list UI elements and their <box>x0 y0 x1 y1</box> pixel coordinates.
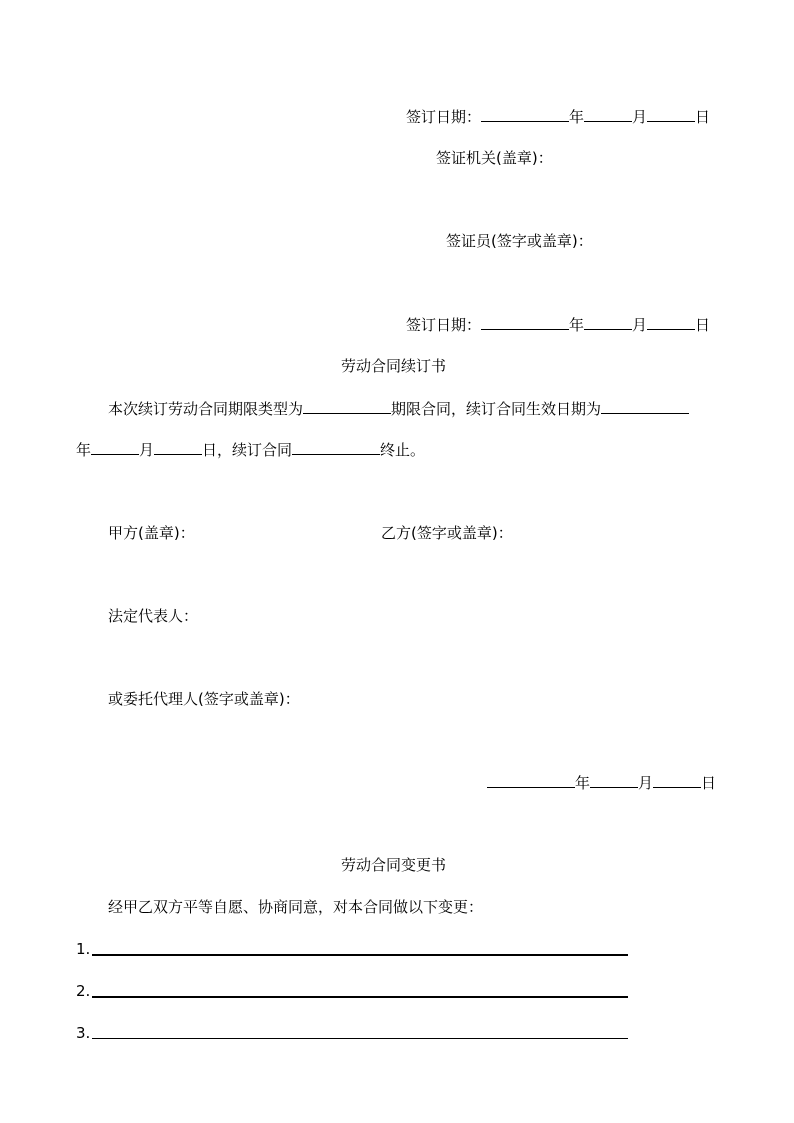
end-date-blank[interactable] <box>292 438 380 455</box>
renewal-text-line-1 <box>108 397 689 419</box>
month-unit: 月 <box>139 441 155 459</box>
change-intro: 经甲乙双方平等自愿、协商同意，对本合同做以下变更： <box>108 898 484 916</box>
signing-date-label: 签订日期： <box>406 316 482 334</box>
year-unit: 年 <box>575 774 591 792</box>
month-unit: 月 <box>638 774 654 792</box>
renewal-text-part3: 日，续订合同 <box>202 441 293 459</box>
day-blank[interactable] <box>653 771 701 788</box>
signing-date-label: 签订日期： <box>406 108 482 126</box>
effective-day-blank[interactable] <box>154 438 202 455</box>
effective-year-blank[interactable] <box>601 397 689 414</box>
day-unit: 日 <box>695 108 711 126</box>
effective-month-blank[interactable] <box>91 438 139 455</box>
year-unit: 年 <box>76 441 92 459</box>
party-a-label: 甲方(盖章)： <box>108 524 195 542</box>
year-unit: 年 <box>569 316 585 334</box>
change-title: 劳动合同变更书 <box>341 856 447 874</box>
change-item-1-number: 1. <box>76 940 91 958</box>
change-item-3-number: 3. <box>76 1024 91 1042</box>
signature-date-line <box>487 771 716 793</box>
change-item-1-line[interactable] <box>92 954 628 956</box>
month-unit: 月 <box>632 316 648 334</box>
agent-label: 或委托代理人(签字或盖章)： <box>108 690 300 708</box>
renewal-text-line-2 <box>76 438 425 460</box>
year-blank[interactable] <box>481 105 569 122</box>
month-blank[interactable] <box>584 313 632 330</box>
year-unit: 年 <box>569 108 585 126</box>
party-b-label: 乙方(签字或盖章)： <box>381 524 513 542</box>
day-unit: 日 <box>701 774 717 792</box>
year-blank[interactable] <box>487 771 575 788</box>
signing-date-line-2 <box>406 313 710 335</box>
term-type-blank[interactable] <box>303 397 391 414</box>
year-blank[interactable] <box>481 313 569 330</box>
change-item-3-line[interactable] <box>92 1038 628 1039</box>
month-blank[interactable] <box>584 105 632 122</box>
certifier: 签证员(签字或盖章)： <box>446 232 593 250</box>
day-blank[interactable] <box>647 313 695 330</box>
renewal-text-part1: 本次续订劳动合同期限类型为 <box>108 400 304 418</box>
month-unit: 月 <box>632 108 648 126</box>
change-item-2-line[interactable] <box>92 996 628 998</box>
certifying-authority: 签证机关(盖章)： <box>436 149 553 167</box>
change-item-2-number: 2. <box>76 982 91 1000</box>
day-unit: 日 <box>695 316 711 334</box>
legal-rep-label: 法定代表人： <box>108 607 199 625</box>
renewal-text-part2: 期限合同，续订合同生效日期为 <box>391 400 602 418</box>
signing-date-line-1 <box>406 105 710 127</box>
day-blank[interactable] <box>647 105 695 122</box>
renewal-title: 劳动合同续订书 <box>341 357 447 375</box>
month-blank[interactable] <box>590 771 638 788</box>
renewal-text-part4: 终止。 <box>380 441 426 459</box>
